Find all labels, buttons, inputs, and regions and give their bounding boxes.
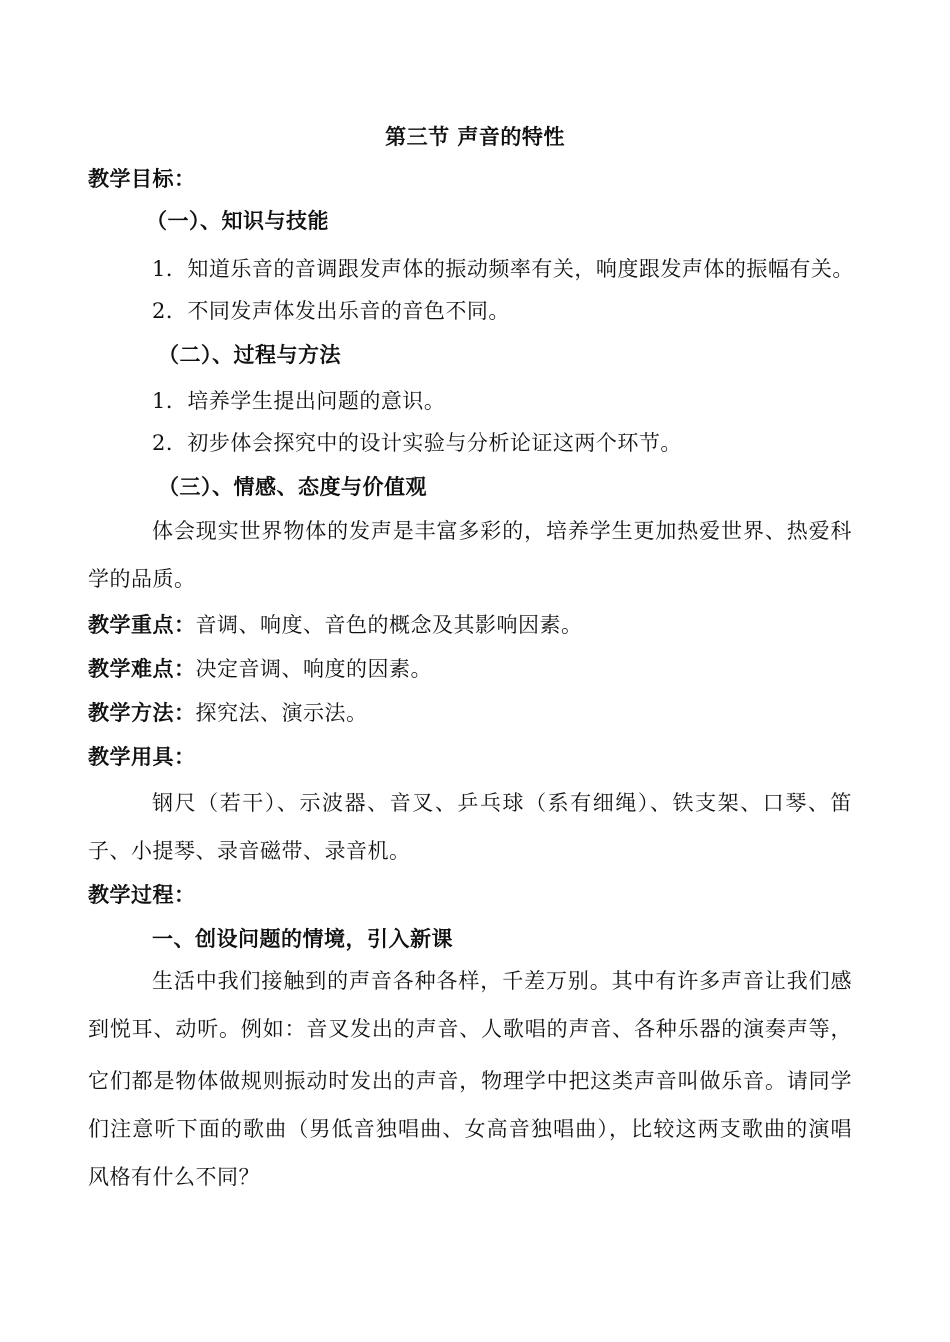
emotion-paragraph-line-1: 体会现实世界物体的发声是丰富多彩的，培养学生更加热爱世界、热爱科 [152, 519, 852, 543]
key-points-text: 音调、响度、音色的概念及其影响因素。 [195, 613, 583, 637]
emotion-heading: （三）、情感、态度与价值观 [158, 474, 427, 499]
process-item-2: 2．初步体会探究中的设计实验与分析论证这两个环节。 [152, 431, 682, 455]
difficulties-row [88, 654, 432, 684]
step1-line-1: 生活中我们接触到的声音各种各样，千差万别。其中有许多声音让我们感 [152, 969, 852, 993]
step1-line-4: 们注意听下面的歌曲（男低音独唱曲、女高音独唱曲），比较这两支歌曲的演唱 [88, 1117, 852, 1141]
step1-line-5: 风格有什么不同？ [88, 1165, 260, 1189]
methods-text: 探究法、演示法。 [195, 701, 368, 725]
step1-line-3: 它们都是物体做规则振动时发出的声音，物理学中把这类声音叫做乐音。请同学 [88, 1069, 852, 1093]
objectives-heading: 教学目标： [88, 166, 196, 191]
knowledge-skills-heading: （一）、知识与技能 [146, 208, 329, 233]
key-points-label: 教学重点： [88, 612, 196, 637]
page-title: 第三节 声音的特性 [385, 124, 565, 149]
step1-line-2: 到悦耳、动听。例如：音叉发出的声音、人歌唱的声音、各种乐器的演奏声等， [88, 1017, 852, 1041]
tools-line-1: 钢尺（若干）、示波器、音叉、乒乓球（系有细绳）、铁支架、口琴、笛 [152, 791, 852, 815]
tools-line-2: 子、小提琴、录音磁带、录音机。 [88, 839, 411, 863]
methods-label: 教学方法： [88, 700, 196, 725]
methods-row [88, 698, 368, 728]
step1-heading: 一、创设问题的情境，引入新课 [152, 926, 453, 951]
process-method-heading: （二）、过程与方法 [158, 342, 341, 367]
key-points-row [88, 610, 583, 640]
knowledge-item-2: 2．不同发声体发出乐音的音色不同。 [152, 299, 510, 323]
tools-heading: 教学用具： [88, 744, 196, 769]
knowledge-item-1: 1．知道乐音的音调跟发声体的振动频率有关，响度跟发声体的振幅有关。 [152, 257, 854, 281]
difficulties-label: 教学难点： [88, 656, 196, 681]
emotion-paragraph-line-2: 学的品质。 [88, 567, 196, 591]
process-item-1: 1．培养学生提出问题的意识。 [152, 389, 446, 413]
difficulties-text: 决定音调、响度的因素。 [195, 657, 432, 681]
process-section-heading: 教学过程： [88, 882, 196, 907]
